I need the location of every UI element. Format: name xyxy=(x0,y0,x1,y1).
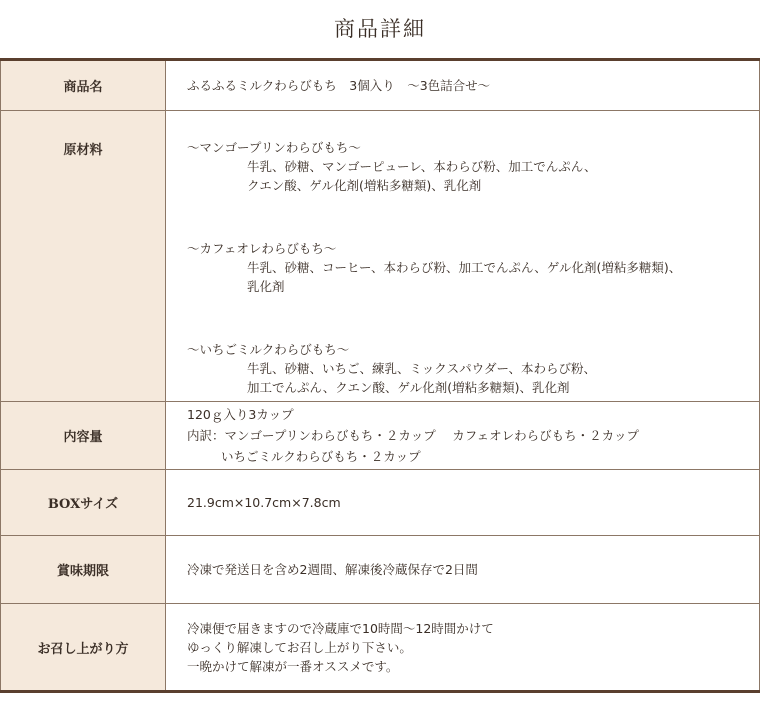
page-title: 商品詳細 xyxy=(334,17,426,41)
ingredient-group-name: 〜マンゴープリンわらびもち〜 xyxy=(187,140,361,155)
label-box-size: BOXサイズ xyxy=(0,470,166,535)
row-box-size xyxy=(0,470,760,536)
contents-line: 内訳：マンゴープリンわらびもち・２カップ カフェオレわらびもち・２カップ xyxy=(187,428,639,443)
how-to-eat-line: ゆっくり解凍してお召し上がり下さい。 xyxy=(187,639,412,655)
label-expiry: 賞味期限 xyxy=(0,536,166,603)
ingredient-line: クエン酸、ゲル化剤(増粘多糖類)、乳化剤 xyxy=(247,178,482,193)
label-how-to-eat: お召し上がり方 xyxy=(0,604,166,690)
row-product-name xyxy=(0,61,760,111)
row-ingredients xyxy=(0,111,760,402)
ingredient-group-name: 〜いちごミルクわらびもち〜 xyxy=(187,342,350,357)
value-how-to-eat xyxy=(166,604,760,690)
product-spec-table xyxy=(0,58,760,693)
row-contents xyxy=(0,402,760,470)
ingredient-line: 牛乳、砂糖、いちご、練乳、ミックスパウダー、本わらび粉、 xyxy=(247,361,597,376)
ingredient-line: 牛乳、砂糖、マンゴーピューレ、本わらび粉、加工でんぷん、 xyxy=(247,159,597,174)
how-to-eat-line: 一晩かけて解凍が一番オススメです。 xyxy=(187,658,399,674)
label-ingredients: 原材料 xyxy=(0,111,166,401)
ingredient-group-strawberry-milk xyxy=(187,340,759,397)
value-ingredients xyxy=(166,111,760,401)
value-contents xyxy=(166,402,760,469)
contents-line: いちごミルクわらびもち・２カップ xyxy=(221,449,421,464)
row-how-to-eat xyxy=(0,604,760,690)
ingredient-line: 加工でんぷん、クエン酸、ゲル化剤(増粘多糖類)、乳化剤 xyxy=(247,380,570,395)
ingredient-line: 乳化剤 xyxy=(247,279,285,294)
ingredient-group-name: 〜カフェオレわらびもち〜 xyxy=(187,241,337,256)
contents-line: 120ｇ入り3カップ xyxy=(187,407,294,422)
value-box-size xyxy=(166,470,760,535)
how-to-eat-line: 冷凍便で届きますので冷蔵庫で10時間〜12時間かけて xyxy=(187,620,494,636)
row-expiry xyxy=(0,536,760,604)
value-expiry xyxy=(166,536,760,603)
expiry-text: 冷凍で発送日を含め2週間、解凍後冷蔵保存で2日間 xyxy=(187,562,478,577)
box-size-text: 21.9cm×10.7cm×7.8cm xyxy=(187,495,341,510)
label-product-name: 商品名 xyxy=(0,61,166,110)
ingredient-group-cafe-au-lait xyxy=(187,239,759,296)
ingredient-group-mango xyxy=(187,138,759,195)
label-contents: 内容量 xyxy=(0,402,166,469)
ingredient-line: 牛乳、砂糖、コーヒー、本わらび粉、加工でんぷん、ゲル化剤(増粘多糖類)、 xyxy=(247,260,682,275)
product-name-text: ふるふるミルクわらびもち 3個入り 〜3色詰合せ〜 xyxy=(187,78,491,93)
value-product-name xyxy=(166,61,760,110)
